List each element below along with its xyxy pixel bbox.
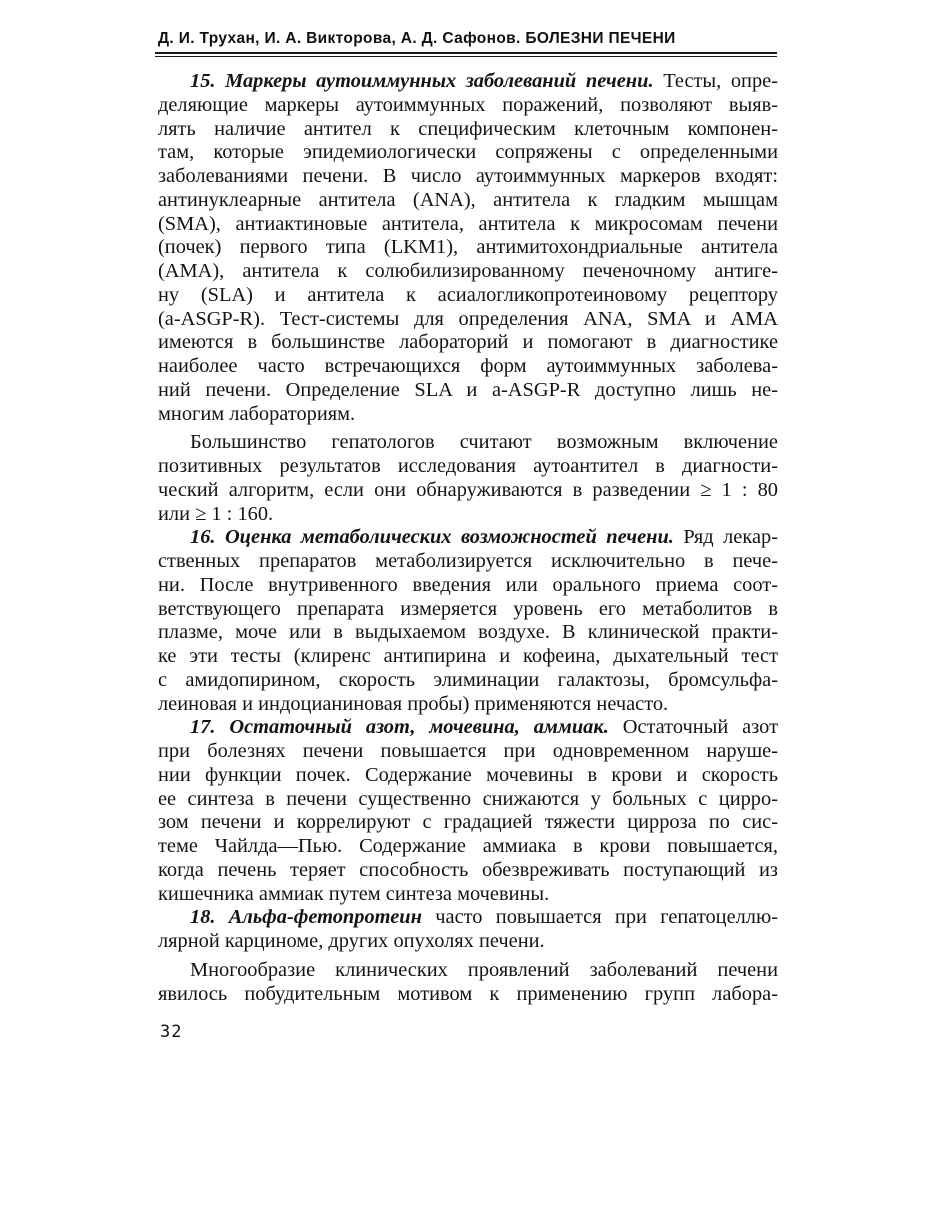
header-rule [155, 52, 777, 54]
line-text: Ряд лекар- [673, 526, 778, 549]
line-text: ветствующего препарата измеряется уровень его метаболитов в [158, 597, 778, 620]
line-text: имеются в большинстве лабораторий и помогают в диагностике [158, 331, 778, 354]
line-text: лярной карциноме, других опухолях печени. [158, 930, 545, 952]
text-line [158, 455, 778, 479]
line-text: ке эти тесты (клиренс антипирина и кофеина, дыхательный тест [158, 645, 778, 667]
line-text: кишечника аммиак путем синтеза мочевины. [158, 882, 550, 905]
text-line [158, 308, 778, 332]
line-text: Остаточный азот [608, 716, 778, 739]
line-text: позитивных результатов исследования аутоантител в диагности- [158, 455, 778, 477]
page-number: 32 [160, 1022, 183, 1042]
text-line [158, 165, 778, 189]
line-text: ее синтеза в печени существенно снижаются у больных с цирро- [158, 787, 778, 810]
header-rule-thin [155, 56, 777, 57]
text-line [158, 811, 778, 835]
line-text: когда печень теряет способность обезвреживать поступающий из [158, 858, 778, 881]
text-line [158, 883, 778, 907]
line-text: часто повышается при гепатоцеллю- [421, 906, 779, 929]
section-heading-line [158, 70, 778, 94]
text-line [158, 645, 778, 669]
line-text: Большинство гепатологов считают возможным включение [190, 431, 778, 454]
section-heading-line [158, 906, 778, 930]
text-line [158, 503, 778, 527]
section-heading: 15. Маркеры аутоиммунных заболеваний печени. [190, 70, 654, 92]
line-text: ческий алгоритм, если они обнаруживаются в разведении ≥ 1 : 80 [158, 478, 778, 501]
text-line [158, 260, 778, 284]
line-text: там, которые эпидемиологически сопряжены с определенными [158, 141, 778, 164]
line-text: (AMA), антитела к солюбилизированному печеночному антиге- [158, 260, 778, 282]
running-head: Д. И. Трухан, И. А. Викторова, А. Д. Сафонов. БОЛЕЗНИ ПЕЧЕНИ [158, 30, 676, 47]
text-line [158, 118, 778, 142]
text-line [158, 189, 778, 213]
line-text: с амидопирином, скорость элиминации галактозы, бромсульфа- [158, 668, 778, 691]
line-text: лять наличие антител к специфическим клеточным компонен- [158, 117, 778, 140]
section-heading: 17. Остаточный азот, мочевина, аммиак. [190, 716, 609, 739]
line-text: многим лабораториям. [158, 402, 356, 425]
text-line [158, 284, 778, 308]
line-text: или ≥ 1 : 160. [158, 502, 274, 525]
body-text [158, 70, 778, 1006]
text-line [158, 983, 778, 1007]
text-line [158, 479, 778, 503]
text-line [158, 550, 778, 574]
text-line [158, 403, 778, 427]
text-line [158, 213, 778, 237]
section-heading: 18. Альфа-фетопротеин [190, 906, 422, 929]
text-line [158, 331, 778, 355]
line-text: Многообразие клинических проявлений заболеваний печени [190, 958, 778, 981]
line-text: зом печени и коррелируют с градацией тяжести цирроза по сис- [158, 811, 778, 834]
text-line [158, 379, 778, 403]
text-line [158, 764, 778, 788]
line-text: теме Чайлда—Пью. Содержание аммиака в крови повышается, [158, 835, 778, 857]
line-text: ний печени. Определение SLA и a-ASGP-R доступно лишь не- [158, 378, 778, 401]
line-text: деляющие маркеры аутоиммунных поражений, позволяют выяв- [158, 93, 778, 116]
section-heading-line [158, 716, 778, 740]
text-line [158, 621, 778, 645]
text-line [158, 574, 778, 598]
text-line [158, 788, 778, 812]
text-line [158, 669, 778, 693]
line-text: при болезнях печени повышается при одновременном наруше- [158, 740, 778, 762]
text-line [158, 94, 778, 118]
text-line [158, 431, 778, 455]
line-text: явилось побудительным мотивом к применению групп лабора- [158, 982, 778, 1005]
text-line [158, 236, 778, 260]
text-line [158, 740, 778, 764]
text-line [158, 693, 778, 717]
text-line [158, 141, 778, 165]
text-line [158, 355, 778, 379]
line-text: ни. После внутривенного введения или орального приема соот- [158, 573, 778, 596]
section-heading-line [158, 526, 778, 550]
line-text: ственных препаратов метаболизируется исключительно в пече- [158, 550, 778, 572]
line-text: антинуклеарные антитела (ANA), антитела к гладким мышцам [158, 188, 778, 211]
line-text: заболеваниями печени. В число аутоиммунных маркеров входят: [158, 165, 778, 187]
line-text: (SMA), антиактиновые антитела, антитела к микросомам печени [158, 212, 778, 235]
line-text: Тесты, опре- [653, 70, 778, 92]
line-text: (почек) первого типа (LKM1), антимитохондриальные антитела [158, 236, 778, 259]
line-text: наиболее часто встречающихся форм аутоиммунных заболева- [158, 355, 778, 377]
text-line [158, 835, 778, 859]
line-text: ну (SLA) и антитела к асиалогликопротеиновому рецептору [158, 283, 778, 306]
text-line [158, 859, 778, 883]
line-text: плазме, моче или в выдыхаемом воздухе. В клинической практи- [158, 621, 778, 644]
line-text: леиновая и индоцианиновая пробы) применяются нечасто. [158, 692, 669, 715]
section-heading: 16. Оценка метаболических возможностей печени. [190, 526, 674, 549]
line-text: (a-ASGP-R). Тест-системы для определения ANA, SMA и AMA [158, 307, 778, 330]
line-text: нии функции почек. Содержание мочевины в крови и скорость [158, 763, 778, 786]
text-line [158, 930, 778, 954]
text-line [158, 959, 778, 983]
text-line [158, 598, 778, 622]
